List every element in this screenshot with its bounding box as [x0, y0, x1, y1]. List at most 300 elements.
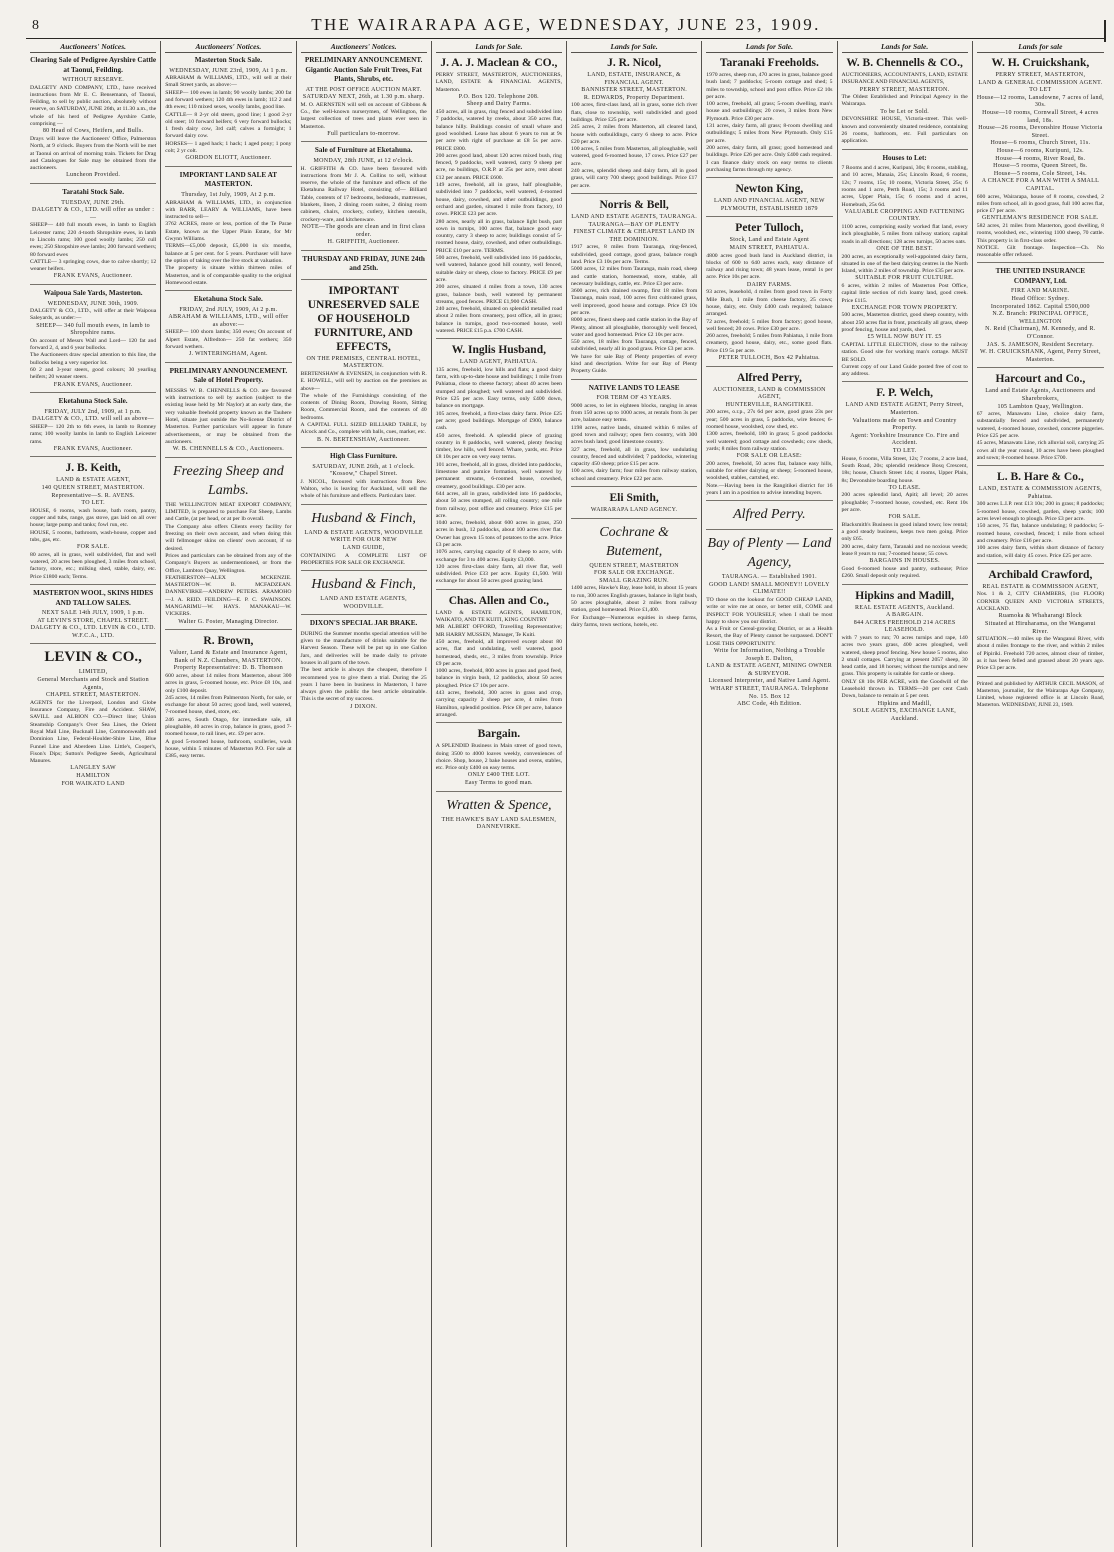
advertisement-text: JAS. S. JAMESON, Resident Secretary. [986, 341, 1094, 348]
advertisement-text: FOR SALE. [888, 514, 921, 521]
advertisement-heading: W. H. Cruickshank, [991, 57, 1090, 69]
advertisement-text: SITUATION.—40 miles up the Wanganui River, with about 4 miles frontage to the river, and within 2 miles of Pipiriki. Freehold 720 acres, almost clear of timber, as it has been felled and grassed about 20 years ago. Price £3 per acre. [976, 636, 1104, 672]
advertisement-heading: PRELIMINARY ANNOUNCEMENT. Sale of Hotel Property. [169, 366, 288, 385]
advertisement-text: Walter G. Foster, Managing Director. [178, 618, 279, 625]
advertisement-text: M. O. AERNSTEN will sell on account of Gibbons & Co., the well-known nurserymen, of Wellington, the largest collection of trees and plants ever seen in Masterton. [300, 101, 427, 130]
advertisement-text: 80 Head of Cows, Heifers, and Bulls. [42, 128, 144, 135]
advertisement-text: DALGETY AND COMPANY, LTD., have received instructions from Mr E. C. Bensemann, of Taonui, Feilding, to sell by public auction, absolutely without reserve, on SATURDAY, JUNE 26th, at 11.30 a.m., the whole of his herd of Pedigree Ayrshire Cattle, comprising — [30, 84, 157, 128]
advertisement-text: CHAPEL STREET, MASTERTON. [45, 692, 141, 699]
advertisement-text: House—5 rooms, Queen Street, 8s. [993, 163, 1088, 170]
advertisement-heading: Eketahuna Stock Sale. [193, 295, 263, 304]
advertisement-text: 844 ACRES FREEHOLD 214 ACRES LEASEHOLD. [853, 619, 956, 634]
column-header: Lands for Sale. [571, 42, 697, 53]
advertisement-text: Good 6-roomed house and pantry, outhouse; Price £260. Small deposit only required. [841, 565, 968, 580]
advertisement-text: 644 acres, all in grass, subdivided into 16 paddocks, about 50 acres stumped, all rolling country; one mile from railway, post office and creamery. Price £15 per acre. [435, 490, 562, 519]
advertisement-text: 600 acres, Wairarapa, house of 8 rooms, cowshed, 2 miles from school, all in good grass, full 100 acres flat, price £7 per acre. [976, 193, 1104, 215]
advertisement-text: 7 Rooms and 4 acres, Kuripuni, 30s; 8 rooms, stabling, and 10 acres, Manaia, 25s; Lincoln Road, 6 rooms, 12s; 7 rooms, 15s; 10 rooms, Victoria Street, 25s; 6 rooms and 1 acre, Perth Road, 15s; 3 rooms and 11 acres, Upper Plain, 15s; 6 rooms and 4 acres, Homebush, 25s 6d. [841, 165, 968, 208]
advertisement-text: GOOD LAND! SMALL MONEY!! LOVELY CLIMATE!! [708, 581, 830, 596]
advertisement-text: 200 acres good land, about 120 acres mixed bush, ring fenced, 9 paddocks, well watered, carry 9 sheep per acre, no buildings, O.R.P. at 25s per acre, rent about £12 per annum. PRICE £600. [435, 152, 562, 181]
advertisement-text: 280 acres, nearly all in grass, balance light bush, part sown in turnips, 100 acres flat, balance good easy country, carry 3 sheep to acre; buildings consist of 5-roomed house, dairy, cowshed, and other outbuildings. PRICE £10 per acre. TERMS. [435, 218, 562, 254]
advertisement-text: FEATHERSTON—ALEX MCKENZIE. MASTERTON—W. B. MCFADZEAN. DANNEVIRKE—ANDREW PETERS. ARAMOHO—J. A. REID. FEILDING—E. P. C. SWAINSON. MANGARIMU—W. HAYS. MANAKAU—W. VICKERS. [165, 574, 292, 618]
advertisement [165, 171, 291, 291]
column-5 [567, 41, 702, 1547]
advertisement-heading: NATIVE LANDS TO LEASE [588, 383, 680, 392]
column-4 [432, 41, 567, 1547]
advertisement-heading: F. P. Welch, [876, 387, 934, 400]
column-1 [26, 41, 161, 1547]
advertisement-text: 260 acres, freehold; 5 miles from Pahiatua, 1 mile from creamery, good house, dairy, etc., some good flats. Price £19 5s per acre. [706, 333, 833, 354]
advertisement-heading: LEVIN & CO., [44, 649, 142, 666]
advertisement-text: 200 acres splendid land, Apiti; all level; 20 acres ploughable; 7-roomed house, cowshed, etc. Rent 10s per acre. [841, 492, 968, 513]
advertisement-text: AUCTIONEERS, ACCOUNTANTS, LAND, ESTATE INSURANCE AND FINANCIAL AGENTS, [841, 72, 968, 86]
advertisement [301, 509, 427, 571]
advertisement-text: DURING the Summer months special attention will be given to the manufacture of drinks suitable for the Harvest Season. These will be put up in one Gallon Jars, and deliveries will be made daily to private houses in all parts of the town. [300, 630, 427, 666]
advertisement-text: Ruamoka & Whaharangi Block [998, 613, 1083, 620]
advertisement-text: LAND AND ESTATE AGENT, Perry Street, Masterton. [845, 402, 964, 417]
advertisement-text: Note.—Having been in the Rangitikei district for 16 years I am in a position to advise intending buyers. [706, 482, 833, 496]
advertisement [165, 56, 291, 167]
advertisement-text: 550 acres, 18 miles from Tauranga, cottage, fenced, subdivided, nearly all in good grass. Price £3 per acre. [571, 339, 698, 353]
advertisement-text: 1000 acres, freehold, 800 acres in grass and good feed, balance in virgin bush, 12 paddocks, about 50 acres ploughed. Price £7 10s per acre. [435, 668, 562, 689]
advertisement-heading: THURSDAY AND FRIDAY, JUNE 24th and 25th. [302, 254, 425, 273]
column-header: Lands for Sale. [706, 42, 832, 53]
advertisement-text: CONTAINING A COMPLETE LIST OF PROPERTIES FOR SALE OR EXCHANGE. [300, 552, 427, 566]
advertisement-text: 450 acres, all in grass, ring fenced and subdivided into 7 paddocks, watered by creeks, about 350 acres flat, balance hilly. Buildings consist of small whare and good woolshed. Lease has about 6 years to run at 9s per acre with right of purchase at £8 5s per acre. PRICE £800. [435, 109, 562, 152]
advertisement-text: 67 acres, Manawatu Line, choice dairy farm, substantially fenced and subdivided, permanently watered, 4-roomed house, cowshed, concrete piggeries. Price £25 per acre. [976, 411, 1104, 440]
advertisement-text: LAND & GENERAL COMMISSION AGENT. [978, 79, 1103, 86]
advertisement-text: REAL ESTATE AGENTS, Auckland. [855, 604, 955, 611]
advertisement-text: Agent: Yorkshire Insurance Co. Fire and Accident. [850, 432, 960, 447]
advertisement-text: 500 acres, freehold, well subdivided into 16 paddocks, well watered, balance good hill country, well fenced, suitable dairy or sheep, close to factory. PRICE £9 per acre. [435, 255, 562, 283]
advertisement [301, 619, 427, 714]
advertisement [706, 534, 832, 712]
advertisement-text: TO LET. [81, 500, 105, 507]
advertisement-text: N.Z. Branch: PRINCIPAL OFFICE, WELLINGTON [992, 311, 1089, 325]
advertisement-text: Thursday, 1st July, 1909, At 2 p.m. [181, 191, 276, 198]
advertisement-text: 60 2 and 3-year steers, good colours; 30 yearling heifers; 20 weaner steers. [30, 367, 157, 381]
advertisement-text: GORDON ELIOTT, Auctioneer. [185, 155, 272, 162]
advertisement-text: 443 acres, freehold, 300 acres in grass and crop, carrying capacity 2 sheep per acre, 4 miles from Hamilton, splendid position. Price £8 per acre, balance arranged. [435, 690, 562, 718]
advertisement-text: A BARGAIN. [885, 612, 924, 619]
advertisement-text: B. N. BERTENSHAW, Auctioneer. [317, 436, 411, 443]
advertisement-text: LAND AND ESTATE AGENTS, TAURANGA. [571, 213, 698, 220]
advertisement-heading: J. B. Keith, [65, 462, 121, 475]
advertisement-text: 1198 acres, native lands, situated within 6 miles of good town and railway; open fern country, with 300 acres bush land; good limestone country. [571, 424, 698, 446]
advertisement-text: 200 acres, freehold, 50 acres flat, balance easy hills, suitable for either dairying or sheep; 5-roomed house, woolshed, stables, cartshed, etc. [706, 460, 833, 482]
advertisement-heading: Archibald Crawford, [988, 568, 1093, 581]
advertisement [165, 634, 291, 763]
advertisement-heading: J. A. J. Maclean & CO., [440, 57, 558, 69]
advertisement-text: SHEEP— 100 ewes in lamb; 90 woolly lambs; 200 fat and forward wethers; 120 4th ewes in lamb; 112 2 and 4th ewes; 110 mixed sexes, woolly lambs, good line. [165, 89, 292, 111]
advertisement-text: 200 acres, dairy farm, all grass; good homestead and buildings. Price £26 per acre. Only £400 cash required. [706, 144, 833, 159]
advertisement-text: TO LET [1029, 87, 1052, 94]
advertisement-heading: Newton King, [735, 183, 804, 196]
advertisement-text: FOR TERM OF 43 YEARS. [596, 395, 672, 402]
advertisement-text: Valuations made on Town and Country Property. [852, 417, 957, 432]
masthead-edge-rule [1094, 20, 1106, 42]
advertisement-text: DANNEVIRKE. [476, 824, 521, 831]
advertisement-text: DALGETY & CO., LTD., will offer at their Waipoua Saleyards, as under:— [30, 308, 157, 322]
advertisement-text: Full particulars to-morrow. [327, 130, 401, 137]
advertisement [571, 384, 697, 487]
advertisement-text: The best article is always the cheapest, therefore I recommend you to give them a trial. During the 25 years I have been in business in Masterton, I have always given the public the best article obtainable. This is the secret of my success. [300, 667, 427, 703]
advertisement-text: Current copy of our Land Guide posted free of cost to any address. [841, 363, 968, 378]
advertisement-text: FOR SALE OR LEASE: [736, 453, 802, 460]
advertisement-text: Prices and particulars can be obtained from any of the Company's Buyers as undermentioned, or from the Office, Lambton Quay, Wellington. [165, 552, 292, 574]
advertisement-text: SHEEP— 440 full mouth ewes, in lamb to English Leicester rams; 220 4-tooth Shropshire ewes, in lamb to Lincoln rams; 100 good woolly lambs; 250 cull ewes; 250 Shropshire ewe lambs; 200 forward wethers; 80 forward ewes [30, 222, 157, 258]
advertisement-text: 200 acres, dairy farm, Taranaki and no noxious weeds; lease 8 years to run; 7-roomed house; 55 cows. [841, 543, 968, 558]
advertisement-heading: W. B. Chennells & CO., [846, 57, 963, 69]
advertisement-text: 450 acres, freehold. A splendid piece of grazing country in 8 paddocks, well watered, plenty fencing timber, low hills, well fenced. Whare, yards, etc. Price £8 10s per acre on very easy terms. [435, 432, 562, 461]
advertisement-text: Stock, Land and Estate Agent [729, 237, 810, 244]
advertisement-heading: Houses to Let: [882, 153, 927, 162]
publisher-colophon: Printed and published by ARTHUR CECIL MASON, of Masterton, journalist, for the Wairarapa Age Company, Limited, whose registered office is at Lincoln Road, Masterton. WEDNESDAY, JUNE 23, 1909. [976, 680, 1104, 709]
advertisement-text: ONLY £8 10s PER ACRE, with the Goodwill of the Leasehold thrown in. TERMS—20 per cent Cash Down, balance to remain at 5 per cent. [841, 678, 968, 700]
advertisement-text: 135 acres, freehold, low hills and flats; a good dairy farm, with up-to-date house and buildings; 1 mile from Pahiatua, close to cheese factory; about 40 acres been stumped and ploughed; well watered and subdivided. Price £25 per acre. Easy terms, only £400 down, balance on mortgage. [435, 366, 562, 410]
advertisement-text: FOR SALE OR EXCHANGE. [593, 570, 675, 577]
advertisement-text: BARGAINS IN HOUSES. [869, 558, 940, 565]
advertisement-text: WHARF STREET, TAURANGA. Telephone No. 15. Box 12 [710, 686, 829, 700]
advertisement-text: House—26 rooms, Devonshire House Victoria Street. [978, 125, 1103, 139]
advertisement-text: HOUSE, 5 rooms, bathroom, wash-house, copper and tubs, gas, etc. [30, 529, 157, 543]
advertisement-text: 300 acres L.I.P. rent £13 10s; 200 in grass; 8 paddocks; 5-roomed house, cowshed, garden, sheep yards; 100 acres level enough to plough. Price £3 per acre. [976, 501, 1104, 523]
advertisement-text: Valuer, Land & Estate and Insurance Agent, [169, 650, 288, 657]
advertisement-text: 100 acres, 5 miles from Masterton, all ploughable, well watered, good 6-roomed house, 17 cows. Price £27 per acre. [571, 146, 698, 167]
advertisement-text: PERRY STREET, MASTERTON, [995, 72, 1086, 78]
advertisement-text: Easy Terms to good man. [464, 780, 533, 787]
column-header: Lands for Sale. [436, 42, 562, 53]
advertisement-text: DALGETY & CO., LTD. will offer as under :— [32, 207, 155, 221]
advertisement-text: N. Reid (Chairman), M. Kennedy, and R. O'Connor. [985, 326, 1096, 341]
advertisement-text: Blacksmith's Business in good inland town; low rental; a good steady business, keeps two men going. Price only £65. [841, 521, 968, 543]
advertisement-text: To be Let or Sold. [880, 108, 930, 115]
advertisement-text: A good 5-roomed house, bathroom, sculleries, wash house, within 5 minutes of Masterton P.O. For sale at £385, easy terms. [165, 738, 292, 760]
advertisement-text: 450 acres, freehold, all improved except about 80 acres, flat and undulating, well watered, good homestead, sheds, etc., 3 miles from township. Price £9 per acre. [435, 638, 562, 667]
advertisement-heading: Norris & Bell, [599, 198, 669, 211]
advertisement-text: 3600 acres, rich drained swamp, first 18 miles from Tauranga, main road, 100 acres first cultivated grass, well improved, good house and cottage. Price £9 10s per acre. [571, 288, 698, 316]
advertisement-text: House—4 rooms, River Road, 8s. [995, 155, 1086, 162]
advertisement [301, 255, 427, 280]
advertisement-text: MR ALBERT OFFORD, Travelling Representative; MR HARRY MUSSEN, Manager, Te Kuiti. [435, 624, 562, 638]
advertisement-text: DEVONSHIRE HOUSE, Victoria-street. This well-known and conveniently situated residence, containing 26 rooms, bathroom, etc. Full particulars on application. [841, 116, 968, 145]
advertisement-text: AUCTIONEER, LAND & COMMISSION AGENT, [713, 386, 826, 401]
advertisement-text: For Exchange—Numerous equities in sheep farms, dairy farms, town sections, hotels, etc. [571, 614, 698, 628]
advertisement-heading: Harcourt and Co., [995, 373, 1086, 386]
advertisement-text: WEDNESDAY, JUNE 30th, 1909. [47, 300, 139, 307]
advertisement-heading: Waipoua Sale Yards, Masterton. [43, 289, 143, 297]
advertisement-text: H. GRIFFITH & CO. have been favoured with instructions from Mr J. A. Collins to sell, without reserve, the whole of the furniture and effects of the Eketahuna Railway Hotel, consisting of— Billiard Table, contents of 17 bedrooms, bedsteads, mattresses, blankets, linen, 2 dining room suites, 2 dining room cabinets, chairs, crockery, cutlery, kitchen utensils, crockery-ware, and kitchenware. [300, 165, 427, 223]
advertisement-text: AGENTS for the Liverpool, London and Globe Insurance Company, Fire and Accident. SHAW, SAVILL and ALBION CO.—Direct line; Union Steamship Company's Over Sea Lines, the Orient Royal Mail Line, Bucknall Line, Commonwealth and Dominion Line, Federal-Houlder-Shire Line, Blue Funnel Line and Aberdeen Line. Little's, Cooper's, Fison's Dips; Sutton's Pedigree Seeds, Agricultural Manures. [30, 699, 157, 765]
advertisement-text: LAND & ESTATE AGENT, [56, 477, 131, 484]
advertisement-text: J. WINTERINGHAM, Agent. [188, 351, 268, 358]
advertisement-text: The Auctioneers draw special attention to this line, the bullocks being a very superior lot. [30, 352, 157, 366]
newspaper-title: THE WAIRARAPA AGE, WEDNESDAY, JUNE 23, 1909. [311, 15, 821, 34]
column-8 [973, 41, 1108, 1547]
advertisement-text: On account of Messrs Wall and Lord— 120 fat and forward 2, 4, and 6 year bullocks. [30, 337, 157, 352]
advertisement-text: DALGETY & CO., LTD. will sell as above— [32, 416, 155, 423]
advertisement-text: Representative—S. R. AVENS. [51, 492, 135, 499]
advertisement-text: Bank of N.Z. Chambers, MASTERTON. [174, 657, 283, 664]
advertisement-text: ABRAHAM & WILLIAMS, LTD., will offer as above:— [168, 314, 289, 328]
advertisement-text: House, 6 rooms, Villa Street, 12s; 7 rooms, 2 acre land, South Road, 20s; splendid residence Bosq Crescent, 18s; house, Church Street 14s; 4 rooms, Upper Plain, 8s; Devonshire boarding house. [841, 455, 968, 484]
advertisement-text: I can finance dairy stock on easy terms to clients purchasing farms through my agency. [706, 159, 833, 173]
column-header: Auctioneers' Notices. [165, 42, 291, 53]
advertisement-heading: Bargain. [477, 728, 521, 741]
advertisement-text: BERTENSHAW & EVENSEN, in conjunction with R. E. HOWELL, will sell by auction on the premises as above— [300, 370, 427, 392]
advertisement-text: The property is situate within thirteen miles of Masterton, and is of comparable quality to the original Homewood estate. [165, 265, 292, 286]
advertisement-text: Nos. 1 & 2, CITY CHAMBERS, (1st FLOOR) CORNER QUEEN AND VICTORIA STREETS, AUCKLAND. [976, 591, 1104, 613]
column-2 [161, 41, 296, 1547]
advertisement-text: FINEST CLIMATE & CHEAPEST LAND IN THE DOMINION. [573, 229, 695, 243]
advertisement-text: 131 acres, dairy farm, all grass; 8-room dwelling and outbuildings; 5 miles from New Plymouth. Only £15 per acre. [706, 123, 833, 144]
advertisement-heading: Husband & Finch, [311, 510, 416, 526]
advertisement-heading: Wratten & Spence, [446, 797, 552, 813]
advertisement-heading: DIXON'S SPECIAL JAR BRAKE. [309, 619, 418, 628]
advertisement-heading: J. R. Nicol, [607, 57, 662, 69]
advertisement-text: DALGETY & CO., LTD. LEVIN & CO., LTD. W.F.C.A., LTD. [30, 625, 156, 639]
advertisement-text: CAPITAL LITTLE ELECTION, close to the railway station. Good site for working man's cottage. MUST BE SOLD. [841, 341, 968, 363]
advertisement-text: 200 acres, an exceptionally well-appointed dairy farm, situated in one of the best dairying centres in the North Island, within 2 miles of township. Price £35 per acre. [841, 253, 968, 275]
masthead [26, 8, 1106, 39]
advertisement-text: Hipkins and Madill, [877, 700, 932, 707]
advertisement-text: QUEEN STREET, MASTERTON [589, 562, 679, 569]
advertisement-text: SMALL GRAZING RUN. [599, 577, 669, 584]
page-number: 8 [32, 18, 39, 33]
advertisement-text: FRANK EVANS, Auctioneer. [53, 273, 133, 280]
advertisement-text: TERMS—£5,000 deposit, £5,000 in six months, balance at 5 per cent. for 5 years. Purchaser will have the option of taking over the live stock at valuation. [165, 243, 292, 264]
advertisement [436, 594, 562, 723]
advertisement-text: AT THE POST OFFICE AUCTION MART. [305, 86, 422, 93]
advertisement [977, 470, 1104, 564]
advertisement-text: 101 acres, freehold, all in grass, divided into paddocks, limestone and pumice formation, well watered by permanent streams, 6-roomed house, cowshed, creamery, good buildings. £30 per acre. [435, 461, 562, 490]
advertisement [165, 295, 291, 363]
advertisement-text: LAND & ESTATE AGENTS, WOODVILLE [304, 529, 423, 536]
advertisement-text: with 7 years to run; 70 acres turnips and rape, 140 acres two years grass, 400 acres ploughed, well watered, sheep proof fencing. New house 5 rooms, also 2 small cottages. Carrying at present 2057 sheep, 30 head cattle, and 18 horses; without the turnips and new grass. This property is suitable for cattle or sheep. [841, 634, 968, 678]
advertisement-text: 100 acres dairy farm, within short distance of factory and station, will dairy 45 cows. Price £25 per acre. [976, 545, 1104, 559]
advertisement-heading: Taratahi Stock Sale. [62, 188, 125, 197]
advertisement [842, 56, 968, 150]
advertisement [30, 397, 156, 457]
advertisement-text: 327 acres, freehold, all in grass, low undulating country, fenced and subdivided; 7 paddocks, wintering capacity 450 sheep; price £15 per acre. [571, 446, 698, 468]
advertisement-heading: MASTERTON WOOL, SKINS HIDES AND TALLOW SALES. [33, 589, 154, 607]
advertisement-text: 72 acres, freehold; 5 miles from factory; good house, well fenced; 20 cows. Price £30 per acre. [706, 318, 833, 332]
advertisement-text: FRANK EVANS, Auctioneer. [53, 381, 133, 388]
advertisement-text: VALUABLE CROPPING AND FATTENING COUNTRY. [844, 208, 965, 223]
advertisement [706, 56, 832, 178]
advertisement-text: Property Representative: D. B. Thomson [173, 665, 284, 672]
column-header: Lands for sale [977, 42, 1104, 53]
advertisement-text: A CHANCE FOR A MAN WITH A SMALL CAPITAL. [981, 178, 1100, 192]
advertisement-text: W. B. CHENNELLS & CO., Auctioneers. [172, 446, 285, 453]
advertisement-text: 1970 acres, sheep run, 470 acres in grass, balance good bush land; 7 paddocks; 5-room cottage and shed; 5 miles to township, school and post office. Price £2 10s per acre. [706, 72, 833, 100]
advertisement [30, 56, 156, 184]
advertisement-text: SATURDAY, JUNE 26th, at 1 o'clock. "Kossow," Chapel Street. [312, 463, 415, 478]
advertisement-text: HUNTERVILLE, RANGITIKEI. [725, 401, 814, 408]
advertisement-text: REAL ESTATE & COMMISSION AGENT, [982, 583, 1099, 590]
advertisement-text: 246 acres, South Otago, for immediate sale, all ploughable, 40 acres in crop, balance in grass, good 7-roomed house, to rail lines, etc. £9 per acre. [165, 716, 292, 738]
advertisement-text: GENTLEMAN'S RESIDENCE FOR SALE. [982, 215, 1099, 222]
advertisement-text: THE WELLINGTON MEAT EXPORT COMPANY, LIMITED, is prepared to purchase Fat Sheep, Lambs and Cattle, (at per head, or at per lb overall. [165, 501, 292, 523]
advertisement-text: 9000 acres, to let in eighteen blocks, ranging in areas from 150 acres up to 1000 acres, at rentals from 3s per acre, balance easy terms. [571, 402, 698, 424]
advertisement-text: 1400 acres, Hawke's Bay, lease hold, in about 15 years to run, 300 acres English grasses, balance in light bush, 50 acres ploughable, about 2 miles from railway station, good homestead. Price £1,400. [571, 585, 698, 614]
advertisement-text: 5000 acres, 12 miles from Tauranga, main road, sheep and cattle station, homestead, store, stable, all necessary buildings, cattle, etc. Price £3 per acre. [571, 266, 698, 287]
advertisement-text: WRITE FOR OUR NEW [330, 537, 397, 544]
advertisement-text: EXCHANGE FOR TOWN PROPERTY. [851, 304, 958, 311]
advertisement-text: SHEEP— 340 full mouth ewes, in lamb to Shropshire rams. [36, 322, 150, 337]
advertisement [30, 589, 156, 644]
advertisement-text: MONDAY, 28th JUNE, at 12 o'clock. [313, 157, 414, 164]
advertisement [977, 372, 1104, 466]
advertisement-heading: Clearing Sale of Pedigree Ayrshire Cattle at Taonui, Feilding. [30, 56, 157, 74]
advertisement-text: We have for sale Bay of Plenty properties of every kind and description. Write for our Bay of Plenty Property Guide. [571, 353, 698, 375]
column-7 [838, 41, 973, 1547]
advertisement-text: SHEEP— 100 shorn lambs; 350 ewes; On account of Alpert Estate, Alfredton— 250 fat wethers; 350 forward wethers. [165, 329, 292, 350]
advertisement-text: 6 acres, within 2 miles of Masterton Post Office, capital little section of rich loamy land, good creek. Price £115. [841, 283, 968, 304]
advertisement-text: SATURDAY NEXT, 26th, at 1.30 p.m. sharp. [302, 94, 425, 101]
advertisement-text: 100 acres, freehold, all grass; 5-room dwelling, man's house and outbuildings; 20 cows, 3 miles from New Plymouth. Price £30 per acre. [706, 101, 833, 122]
advertisement-text: NOTICE. Gilt frontage. Inspection—Ch. No reasonable offer refused. [976, 244, 1104, 259]
column-header: Lands for Sale. [842, 42, 968, 53]
advertisement-heading: Peter Tulloch, [735, 222, 804, 235]
advertisement-text: WAIRARAPA LAND AGENCY. [590, 507, 678, 514]
advertisement-text: MAIN STREET, PAHIATUA. [729, 244, 810, 251]
advertisement-text: SOLE AGENTS, EXCHANGE LANE, Auckland. [853, 708, 957, 722]
advertisement-text: TUESDAY, JUNE 29th. [61, 199, 125, 206]
advertisement-text: PETER TULLOCH, Box 42 Pahiatua. [718, 354, 820, 361]
advertisement-text: The Oldest Established and Principal Agency in the Wairarapa. [841, 94, 968, 108]
advertisement-heading: IMPORTANT LAND SALE AT MASTERTON. [179, 170, 278, 189]
advertisement-text: 245 acres, 14 miles from Palmerston North, for sale, or exchange for about 50 acres; good land, well watered, 7-roomed house, shed, store, etc. [165, 694, 292, 716]
advertisement-text: Incorporated 1862. Capital £500,000 [990, 303, 1090, 310]
advertisement-text: Licensed Interpreter, and Native Land Agent. [708, 678, 831, 685]
advertisement-heading: R. Brown, [203, 635, 254, 648]
advertisement [571, 56, 697, 194]
advertisement [706, 182, 832, 217]
advertisement-text: 149 acres, freehold, all in grass, half ploughable, subdivided into 7 paddocks, well watered, 4-roomed house, dairy, cowshed, and other outbuildings, good orchard and garden, situated 1 mile from factory, 10 cows. PRICE £23 per acre. [435, 182, 562, 218]
advertisement [30, 461, 156, 585]
advertisement-text: H. GRIFFITH, Auctioneer. [327, 239, 400, 246]
advertisement-text: WEDNESDAY, JUNE 23rd, 1909, At 1 p.m. [169, 67, 288, 74]
advertisement-heading: Eketahuna Stock Sale. [58, 397, 128, 406]
advertisement-text: AT LEVIN'S STORE, CHAPEL STREET. [37, 617, 150, 624]
advertisement-text: LAND AND FINANCIAL AGENT, NEW PLYMOUTH, ESTABLISHED 1879 [713, 198, 825, 212]
advertisement-text: 245 acres, 2 miles from Masterton, all cleared land, house with outbuildings, carry 6 sheep to acre. Price £20 per acre. [571, 124, 698, 145]
advertisement [436, 796, 562, 835]
advertisement-text: Sheep and Dairy Farms. [466, 101, 532, 108]
advertisement-text: 1076 acres, carrying capacity of 8 sheep to acre, with exchange for 3 to 400 acres. Equity £3,000. [435, 549, 562, 563]
advertisement-text: The Company also offers Clients every facility for freezing on their own account, and when doing this will fellmonger skins on clients' own account, if so desired. [165, 523, 292, 552]
advertisement-text: 240 acres, freehold, situated on splendid metalled road about 2 miles from creamery, post office, all in grass; balance in turnips, good two-roomed house, well watered. PRICE £15 p.a. £700 CASH. [435, 306, 562, 334]
advertisement-heading: Alfred Perry, [736, 371, 802, 384]
advertisement-text: PERRY STREET, MASTERTON, AUCTIONEERS, LAND, ESTATE & FINANCIAL AGENTS, Masterton. [435, 72, 562, 93]
advertisement-heading: High Class Furniture. [330, 452, 398, 461]
advertisement-text: LAND AND ESTATE AGENTS, WOODVILLE. [320, 596, 407, 610]
advertisement [706, 505, 832, 530]
advertisement [30, 648, 156, 791]
advertisement-text: A CAPITAL FULL SIZED BILLIARD TABLE, by Alcock and Co., complete with balls, cues, marker, etc. [300, 421, 427, 436]
advertisement-heading: Eli Smith, [609, 492, 659, 505]
advertisement-heading: Freezing Sheep and Lambs. [173, 463, 284, 498]
advertisement [165, 462, 291, 630]
advertisement-text: Situated at Hiruharama, on the Wanganui River. [985, 620, 1096, 635]
advertisement [301, 284, 427, 448]
advertisement-text: LAND & ESTATE AGENT, MINING OWNER & SURVEYOR. [706, 663, 833, 677]
advertisement-text: LAND, ESTATE & COMMISSION AGENTS, Pahiatua. [978, 486, 1102, 500]
advertisement [301, 56, 427, 142]
advertisement [842, 154, 968, 383]
advertisement [301, 146, 427, 250]
advertisement-text: MESSRS W. B. CHENNELLS & CO. are favoured with instructions to sell by auction (subject to the existing lease held by Mr Naylor) at an early date, the very valuable freehold property known as the Tauhere Hotel, situate just outside the No-license District of Masterton. Further particulars will appear in future advertisements, or may be obtained from the auctioneers. [165, 387, 292, 445]
advertisement-text: A SPLENDID Business in Main street of good town, doing 3500 to 4000 loaves weekly, conveniences of choice. Shop, house, 2 bake houses and ovens, stables, etc. Price only £400 on easy terms. [435, 743, 562, 772]
advertisement-text: General Merchants and Stock and Station Agents, [37, 677, 149, 691]
advertisement-text: TAURANGA—BAY OF PLENTY [588, 221, 680, 228]
advertisement-text: WITHOUT RESERVE. [62, 77, 125, 83]
advertisement [977, 568, 1104, 677]
advertisement-text: 1300 acres, freehold, 180 in grass; 5 good paddocks well watered; good cottage and cowsheds; cow sheds, yards; 8 miles from railway station. [706, 431, 833, 452]
column-header: Auctioneers' Notices. [30, 42, 156, 53]
advertisement-text: House—10 rooms, Cornwall Street, 4 acres land, 18s. [982, 109, 1099, 124]
advertisement-text: 105 Lambton Quay, Wellington. [997, 403, 1084, 410]
advertisement-text: ON THE PREMISES, CENTRAL HOTEL, MASTERTON. [306, 355, 421, 370]
column-6 [702, 41, 837, 1547]
advertisement-text: Write for Information, Nothing a Trouble [713, 648, 825, 655]
advertisement-text: TO LET. [892, 448, 917, 455]
advertisement-text: HOUSE, 6 rooms, wash house, bath room, pantry, copper and tubs, range, gas stove, gas laid on all over house; large pump and tanks; fowl run, etc. [30, 507, 157, 529]
advertisement [30, 289, 156, 393]
advertisement-heading: Alfred Perry. [733, 507, 806, 523]
advertisement-text: LAND AGENT, PAHIATUA. [459, 359, 538, 366]
advertisement-text: The whole of the Furnishings consisting of the contents of Dining Room, Drawing Room, Sitting Room, Commercial Room, and the contents of 40 bedrooms. [300, 392, 427, 421]
advertisement [436, 343, 562, 590]
advertisement-text: Luncheon Provided. [66, 172, 121, 179]
advertisement [301, 575, 427, 615]
advertisement-text: Land and Estate Agents, Auctioneers and Sharebrokers, [985, 388, 1096, 402]
advertisement-text: 200 acres, o.r.p., 27s 6d per acre, good grass 23s per year; 500 acres in grass, 5 paddocks, wire fences; 6-roomed house, woolshed, cow shed, etc. [706, 409, 833, 430]
advertisement-text: FIRE AND MARINE. [1011, 288, 1070, 295]
advertisement [977, 267, 1104, 368]
advertisement-text: £5 WILL NOW BUY IT. £5 [867, 334, 942, 341]
advertisement-text: 500 acres, Masterton district, good sheep country, with about 250 acres flat in front, practically all grass, sheep proof fencing, house and yards, shed. [841, 312, 968, 334]
advertisement-heading: Chas. Allen and Co., [448, 594, 550, 607]
advertisement-text: House—12 rooms, Lansdowne, 7 acres of land, 30s. [976, 94, 1104, 109]
advertisement-text: 80 acres, all in grass, well subdivided, flat and well watered, 20 acres been ploughed, 3 miles from school, factory, store, etc.; milking shed, stable, dairy, etc. Price £1800 each; Terms. [30, 551, 157, 580]
advertisement-text: 600 acres, about 14 miles from Masterton, about 300 acres in grass, 5-roomed house, etc. Price £8 10s, and only £100 deposit. [165, 672, 292, 694]
column-header: Auctioneers' Notices. [301, 42, 427, 53]
advertisement-text: J. NICOL, favoured with instructions from Rev. Walton, who is leaving for Auckland, will sell the whole of his furniture and effects. Particulars later. [300, 478, 427, 500]
advertisement-text: R. EDWARDS, Property Department. [583, 94, 685, 101]
advertisement-text: SUITABLE FOR FRUIT CULTURE. [855, 275, 954, 282]
advertisement-text: 100 acres, first-class land, all in grass, some rich river flats, close to township, well subdivided and good buildings. Price £25 per acre. [571, 102, 698, 123]
advertisement-heading: L. B. Hare & Co., [997, 471, 1084, 484]
advertisement-text: FRIDAY, JULY 2nd, 1909, at 1 p.m. [44, 408, 142, 415]
advertisement-text: PERRY STREET, MASTERTON. [859, 86, 950, 93]
advertisement [977, 56, 1104, 263]
advertisement-text: ABRAHAM & WILLIAMS, LTD., will sell at their Small Street yards, as above:— [165, 75, 292, 89]
advertisement-text: 8000 acres, finest sheep and cattle station in the Bay of Plenty, almost all ploughable, thoroughly well fenced, water and good homestead. Price £2 10s per acre. [571, 317, 698, 338]
advertisement [842, 386, 968, 584]
advertisement-text: 105 acres, freehold, a first-class dairy farm. Price £25 per acre; good buildings. Mortgage of £900, balance cash. [435, 410, 562, 432]
advertisement-text: J DIXON. [350, 703, 378, 710]
advertisement-text: P.O. Box 120. Telephone 208. [458, 93, 539, 100]
advertisement-text: HORSES— 1 aged hack; 1 hack; 1 aged pony; 1 pony colt; 2 yr colt. [165, 140, 292, 155]
advertisement-heading: W. Inglis Husband, [451, 344, 546, 357]
advertisement-text: LANGLEY SAW [70, 765, 116, 772]
advertisement-text: 140 QUEEN STREET, MASTERTON. [41, 485, 145, 492]
advertisement-heading: Hipkins and Madill, [855, 589, 954, 602]
advertisement-text: LAND GUIDE, [342, 544, 385, 551]
advertisement-text: 4800 acres good bush land in Auckland district, in blocks of 600 to 640 acres each, easy distance of railway and rising town; 48 years lease, rental 1s per acre. Price 10s per acre. [706, 252, 833, 281]
advertisement-text: SHEEP— 120 2th to 6th ewes, in lamb to Romney rams; 100 woolly lambs in lamb to English Leicester rams. [30, 423, 157, 445]
